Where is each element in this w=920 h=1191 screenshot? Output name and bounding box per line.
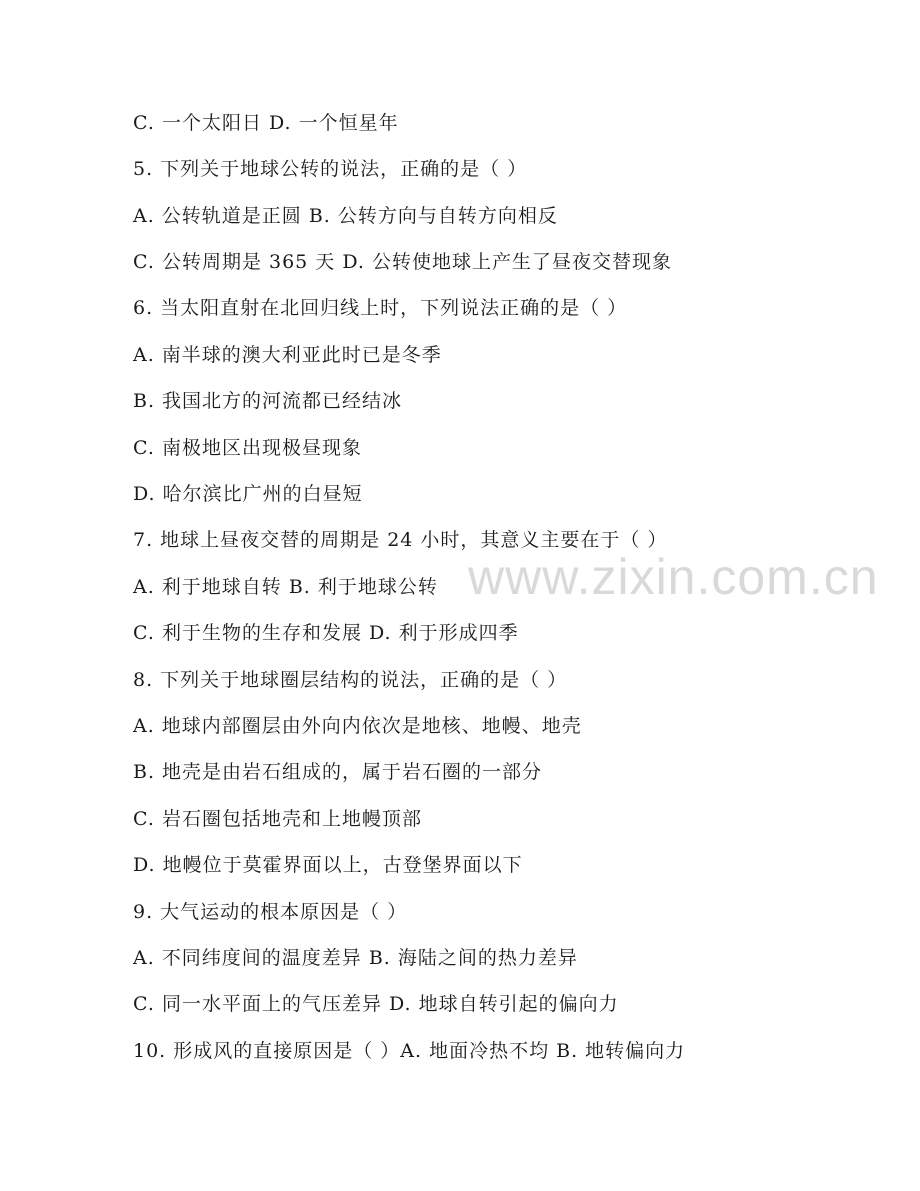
option-q6-d: D. 哈尔滨比广州的白昼短 bbox=[133, 483, 363, 505]
option-q8-b: B. 地壳是由岩石组成的，属于岩石圈的一部分 bbox=[133, 761, 543, 783]
option-q6-c: C. 南极地区出现极昼现象 bbox=[133, 437, 362, 459]
question-8: 8. 下列关于地球圈层结构的说法，正确的是（ ） bbox=[133, 669, 568, 691]
question-10: 10. 形成风的直接原因是（ ）A. 地面冷热不均 B. 地转偏向力 bbox=[133, 1040, 686, 1062]
option-line-q5-ab: A. 公转轨道是正圆 B. 公转方向与自转方向相反 bbox=[133, 205, 558, 227]
option-line-q9-ab: A. 不同纬度间的温度差异 B. 海陆之间的热力差异 bbox=[133, 947, 578, 969]
question-5: 5. 下列关于地球公转的说法，正确的是（ ） bbox=[133, 158, 528, 180]
option-line-q4-cd: C. 一个太阳日 D. 一个恒星年 bbox=[133, 112, 399, 134]
option-q8-d: D. 地幔位于莫霍界面以上，古登堡界面以下 bbox=[133, 854, 523, 876]
option-line-q7-cd: C. 利于生物的生存和发展 D. 利于形成四季 bbox=[133, 622, 519, 644]
option-q8-a: A. 地球内部圈层由外向内依次是地核、地幔、地壳 bbox=[133, 715, 582, 737]
question-6: 6. 当太阳直射在北回归线上时，下列说法正确的是（ ） bbox=[133, 297, 628, 319]
question-7: 7. 地球上昼夜交替的周期是 24 小时，其意义主要在于（ ） bbox=[133, 529, 668, 551]
question-9: 9. 大气运动的根本原因是（ ） bbox=[133, 901, 408, 923]
option-q6-a: A. 南半球的澳大利亚此时已是冬季 bbox=[133, 344, 442, 366]
option-line-q5-cd: C. 公转周期是 365 天 D. 公转使地球上产生了昼夜交替现象 bbox=[133, 251, 672, 273]
option-q8-c: C. 岩石圈包括地壳和上地幔顶部 bbox=[133, 808, 422, 830]
site-watermark: www.zixin.com.cn bbox=[468, 549, 879, 605]
option-line-q7-ab: A. 利于地球自转 B. 利于地球公转 bbox=[133, 576, 438, 598]
option-line-q9-cd: C. 同一水平面上的气压差异 D. 地球自转引起的偏向力 bbox=[133, 993, 619, 1015]
option-q6-b: B. 我国北方的河流都已经结冰 bbox=[133, 390, 403, 412]
